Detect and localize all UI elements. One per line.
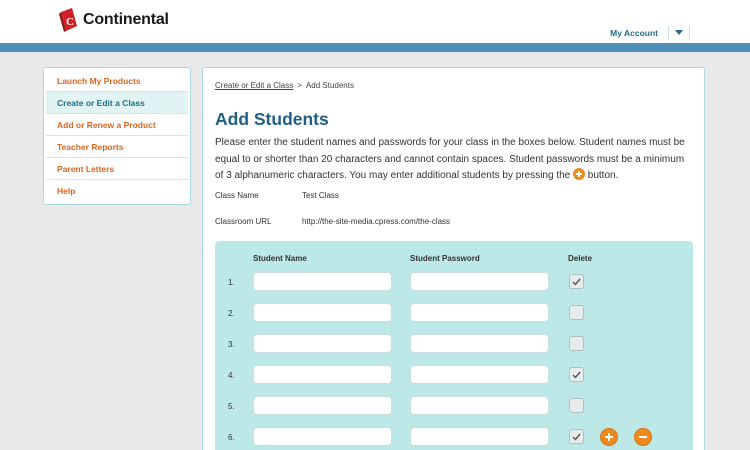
student-name-input[interactable] <box>253 365 392 384</box>
row-number: 2. <box>228 309 235 318</box>
header <box>0 0 750 43</box>
book-logo-icon <box>58 6 80 34</box>
students-table <box>215 241 693 450</box>
brand-logo[interactable] <box>58 5 169 35</box>
student-name-input[interactable] <box>253 303 392 322</box>
checkmark-icon <box>572 278 581 286</box>
sidebar-item-teacher-reports[interactable]: Teacher Reports <box>46 136 188 158</box>
delete-checkbox[interactable] <box>569 336 584 351</box>
sidebar-item-parent-letters[interactable]: Parent Letters <box>46 158 188 180</box>
classroom-url-row <box>215 217 450 226</box>
row-number: 3. <box>228 340 235 349</box>
caret-down-icon[interactable] <box>669 26 689 40</box>
description-text: Please enter the student names and passwords for your class in the boxes below. Student names must be equal to or shorter than 20 characters and cannot contain spaces. Student passwords must be a minimum of 3 alphanumeric characters. You may enter additional students by pressing the <box>215 137 685 181</box>
student-password-input[interactable] <box>410 396 549 415</box>
student-name-input[interactable] <box>253 272 392 291</box>
checkmark-icon <box>572 371 581 379</box>
sidebar-item-add-renew-product[interactable]: Add or Renew a Product <box>46 114 188 136</box>
class-name-row <box>215 191 339 200</box>
delete-checkbox[interactable] <box>569 429 584 444</box>
student-name-input[interactable] <box>253 396 392 415</box>
table-row <box>215 272 693 292</box>
sidebar-item-launch-products[interactable]: Launch My Products <box>46 70 188 92</box>
column-header-student-password: Student Password <box>410 254 480 263</box>
divider <box>689 26 690 40</box>
delete-checkbox[interactable] <box>569 367 584 382</box>
remove-student-button[interactable] <box>634 428 652 446</box>
header-accent-bar <box>0 43 750 52</box>
class-name-value: Test Class <box>302 191 339 200</box>
breadcrumb-separator: > <box>297 81 302 90</box>
add-student-button[interactable] <box>600 428 618 446</box>
table-row <box>215 303 693 323</box>
brand-name: Continental <box>83 11 169 28</box>
breadcrumb <box>215 81 354 90</box>
table-row <box>215 365 693 385</box>
svg-text:C: C <box>66 16 74 28</box>
classroom-url-label: Classroom URL <box>215 217 272 226</box>
class-name-label: Class Name <box>215 191 259 200</box>
student-name-input[interactable] <box>253 427 392 446</box>
delete-checkbox[interactable] <box>569 305 584 320</box>
row-number: 4. <box>228 371 235 380</box>
row-number: 1. <box>228 278 235 287</box>
main-panel <box>202 67 705 450</box>
breadcrumb-link-create-edit-class[interactable]: Create or Edit a Class <box>215 81 294 90</box>
page-description <box>215 135 695 185</box>
breadcrumb-current: Add Students <box>305 81 354 90</box>
description-text-end: button. <box>587 170 619 181</box>
delete-checkbox[interactable] <box>569 274 584 289</box>
sidebar-item-help[interactable]: Help <box>57 186 76 196</box>
column-header-delete: Delete <box>568 254 593 263</box>
sidebar-nav <box>43 67 191 205</box>
account-menu[interactable] <box>610 24 690 42</box>
my-account-link[interactable]: My Account <box>610 28 658 38</box>
checkmark-icon <box>572 433 581 441</box>
plus-circle-icon <box>573 168 585 180</box>
student-password-input[interactable] <box>410 365 549 384</box>
student-name-input[interactable] <box>253 334 392 353</box>
classroom-url-value: http://the-site-media.cpress.com/the-class <box>302 217 451 226</box>
table-row <box>215 334 693 354</box>
sidebar-item-create-edit-class[interactable]: Create or Edit a Class <box>46 92 188 114</box>
delete-checkbox[interactable] <box>569 398 584 413</box>
student-password-input[interactable] <box>410 303 549 322</box>
student-password-input[interactable] <box>410 334 549 353</box>
row-number: 5. <box>228 402 235 411</box>
student-password-input[interactable] <box>410 427 549 446</box>
column-header-student-name: Student Name <box>253 254 307 263</box>
table-row <box>215 427 693 447</box>
table-row <box>215 396 693 416</box>
row-number: 6. <box>228 433 235 442</box>
page-title: Add Students <box>215 109 329 129</box>
student-password-input[interactable] <box>410 272 549 291</box>
